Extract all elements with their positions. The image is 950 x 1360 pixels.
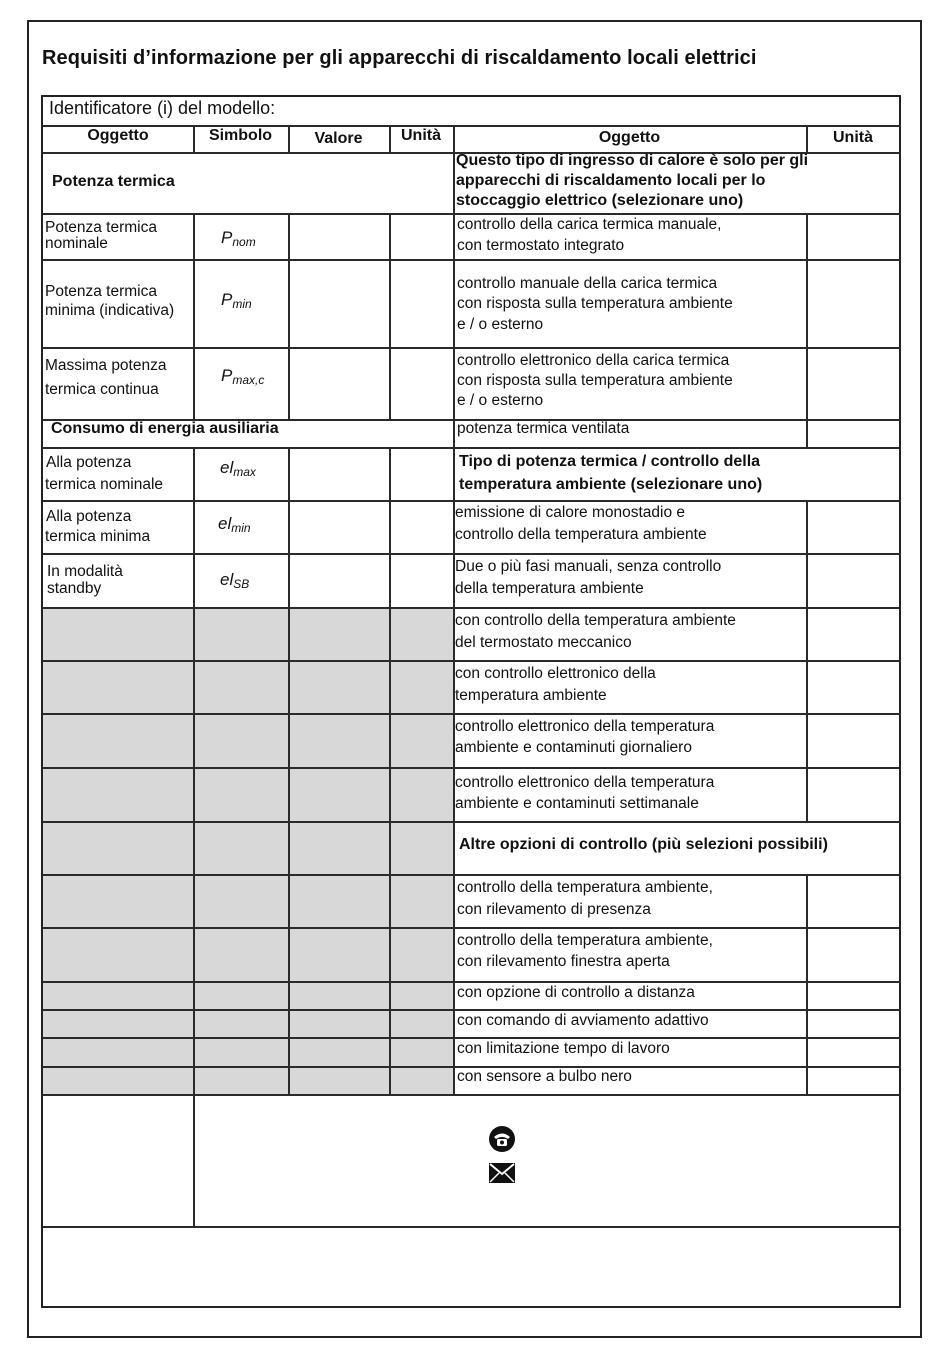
other-heading: Altre opzioni di controllo (più selezioni possibili) <box>459 836 828 853</box>
right-row6-line1: Due o più fasi manuali, senza controllo <box>455 558 722 575</box>
right-row5-line1: emissione di calore monostadio e <box>455 504 686 521</box>
aux-nominal-line2: termica nominale <box>45 476 164 493</box>
right-row6-line2: della temperatura ambiente <box>455 580 644 597</box>
right-row9-line1: controllo elettronico della temperatura <box>455 718 715 735</box>
right-row8-line1: con controllo elettronico della <box>455 665 656 682</box>
aux-heading: Consumo di energia ausiliaria <box>51 420 279 437</box>
header-left-unit: Unità <box>401 127 441 144</box>
right-row15: con limitazione tempo di lavoro <box>457 1040 670 1057</box>
page-title: Requisiti d’informazione per gli apparecchi di riscaldamento locali elettrici <box>42 47 757 69</box>
standby-line2: standby <box>47 580 102 597</box>
nominal-symbol: $P_{nom}$ <box>221 228 256 249</box>
storage-heading-line1: Questo tipo di ingresso di calore è solo per gli <box>456 152 809 169</box>
right-row8-line2: temperatura ambiente <box>455 687 607 704</box>
right-row4: potenza termica ventilata <box>457 420 630 437</box>
right-row10-line2: ambiente e contaminuti settimanale <box>455 795 699 812</box>
right-row14: con comando di avviamento adattivo <box>457 1012 709 1029</box>
storage-heading-line3: stoccaggio elettrico (selezionare uno) <box>456 192 744 209</box>
storage-heading-line2: apparecchi di riscaldamento locali per lo <box>456 172 766 189</box>
right-row1-line1: controllo della carica termica manuale, <box>457 216 722 233</box>
header-left-item: Oggetto <box>87 127 149 144</box>
right-row16: con sensore a bulbo nero <box>457 1068 632 1085</box>
envelope-icon <box>488 1161 516 1185</box>
right-row3-line2: con risposta sulla temperatura ambiente <box>457 372 733 389</box>
heat-output-heading: Potenza termica <box>52 173 175 190</box>
header-right-unit: Unità <box>833 129 873 146</box>
right-row3-line1: controllo elettronico della carica termica <box>457 352 730 369</box>
right-row12-line2: con rilevamento finestra aperta <box>457 953 670 970</box>
right-row5-line2: controllo della temperatura ambiente <box>455 526 707 543</box>
minimum-label-line2: minima (indicativa) <box>45 302 175 319</box>
standby-symbol: $el_{SB}$ <box>220 570 250 591</box>
max-label-line1: Massima potenza <box>45 357 167 374</box>
type-heading-line1: Tipo di potenza termica / controllo della <box>459 453 761 470</box>
right-row1-line2: con termostato integrato <box>457 237 625 254</box>
header-right-item: Oggetto <box>598 129 661 146</box>
right-row7-line2: del termostato meccanico <box>455 634 632 651</box>
minimum-symbol: $P_{min}$ <box>221 290 252 311</box>
max-symbol: $P_{max,c}$ <box>221 366 265 387</box>
right-row7-line1: con controllo della temperatura ambiente <box>455 612 736 629</box>
right-row10-line1: controllo elettronico della temperatura <box>455 774 715 791</box>
aux-min-symbol: $el_{min}$ <box>218 514 251 535</box>
phone-icon <box>488 1125 516 1153</box>
nominal-label-line1: Potenza termica <box>45 219 157 236</box>
aux-nominal-line1: Alla potenza <box>46 454 132 471</box>
header-value: Valore <box>314 130 363 147</box>
aux-nominal-symbol: $el_{max}$ <box>220 458 256 479</box>
right-row2-line1: controllo manuale della carica termica <box>457 275 718 292</box>
standby-line1: In modalità <box>47 563 123 580</box>
nominal-label-line2: nominale <box>45 235 108 252</box>
right-row9-line2: ambiente e contaminuti giornaliero <box>455 739 692 756</box>
minimum-label-line1: Potenza termica <box>45 283 157 300</box>
aux-min-line1: Alla potenza <box>46 508 132 525</box>
model-identifier-label: Identificatore (i) del modello: <box>49 98 276 118</box>
right-row3-line3: e / o esterno <box>457 392 544 409</box>
type-heading-line2: temperatura ambiente (selezionare uno) <box>459 476 763 493</box>
right-row2-line2: con risposta sulla temperatura ambiente <box>457 295 733 312</box>
right-row13: con opzione di controllo a distanza <box>457 984 695 1001</box>
max-label-line2: termica continua <box>45 381 159 398</box>
header-symbol: Simbolo <box>208 127 273 144</box>
right-row11-line1: controllo della temperatura ambiente, <box>457 879 713 896</box>
right-row2-line3: e / o esterno <box>457 316 544 333</box>
gray-block <box>43 607 453 1094</box>
right-row11-line2: con rilevamento di presenza <box>457 901 651 918</box>
right-row12-line1: controllo della temperatura ambiente, <box>457 932 713 949</box>
aux-min-line2: termica minima <box>45 528 151 545</box>
